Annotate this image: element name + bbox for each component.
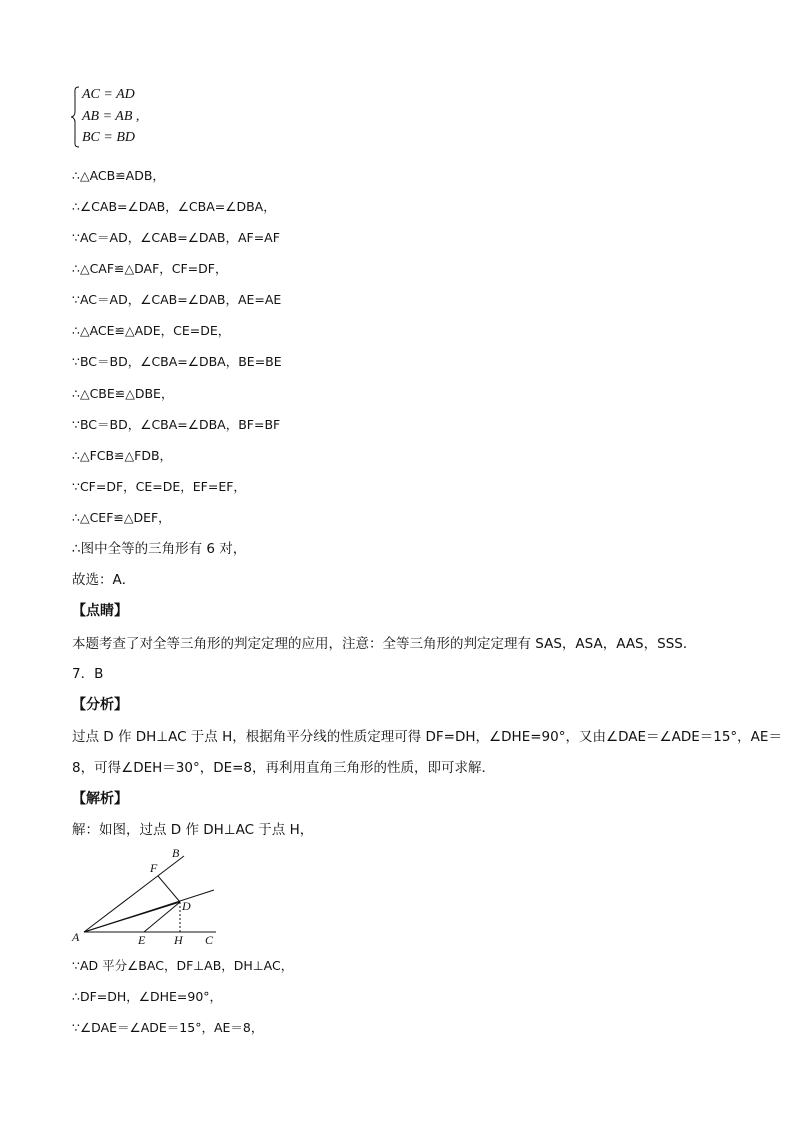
proof-line-9: ∵BC＝BD，∠CBA=∠DBA，BF=BF (72, 417, 281, 432)
label-a: A (72, 930, 80, 944)
analysis-line-2: 8，可得∠DEH＝30°，DE=8，再利用直角三角形的性质，即可求解． (72, 760, 496, 776)
section-tag-dianjing: 【点睛】 (72, 603, 128, 619)
label-h: H (174, 933, 183, 946)
proof-line-3: ∵AC＝AD，∠CAB=∠DAB，AF=AF (72, 230, 280, 245)
question-7-answer: 7．B (72, 666, 104, 682)
label-e: E (138, 933, 146, 946)
system-line-3: BC = BD (82, 130, 135, 145)
system-line-2: AB = AB , (82, 109, 140, 124)
label-d: D (182, 899, 191, 913)
conclusion-line: ∴图中全等的三角形有 6 对， (72, 541, 247, 557)
proof-line-12: ∴△CEF≌△DEF， (72, 510, 171, 525)
proof-line-7: ∵BC＝BD，∠CBA=∠DBA，BE=BE (72, 354, 282, 369)
proof-line-10: ∴△FCB≌△FDB， (72, 448, 173, 463)
answer-line: 故选：A． (72, 572, 136, 588)
section-tag-jiexi: 【解析】 (72, 791, 128, 807)
geometry-figure (70, 846, 230, 946)
solution-line-2: ∵AD 平分∠BAC，DF⊥AB，DH⊥AC， (72, 958, 294, 973)
comment-line: 本题考查了对全等三角形的判定定理的应用，注意：全等三角形的判定定理有 SAS，ASA，AAS，SSS． (72, 636, 697, 652)
proof-line-5: ∵AC＝AD，∠CAB=∠DAB，AE=AE (72, 292, 282, 307)
solution-line-4: ∵∠DAE＝∠ADE＝15°，AE＝8， (72, 1020, 264, 1035)
proof-line-6: ∴△ACE≌△ADE，CE=DE， (72, 323, 231, 338)
proof-line-4: ∴△CAF≌△DAF，CF=DF， (72, 261, 228, 276)
proof-line-2: ∴∠CAB=∠DAB，∠CBA=∠DBA， (72, 199, 276, 214)
analysis-line-1: 过点 D 作 DH⊥AC 于点 H，根据角平分线的性质定理可得 DF=DH，∠DHE=90°，又由∠DAE＝∠ADE＝15°，AE＝ (72, 729, 782, 745)
proof-line-8: ∴△CBE≌△DBE， (72, 386, 174, 401)
proof-line-1: ∴△ACB≌ADB， (72, 168, 165, 183)
label-f: F (150, 861, 158, 875)
solution-line-1: 解：如图，过点 D 作 DH⊥AC 于点 H， (72, 822, 314, 838)
section-tag-fenxi: 【分析】 (72, 697, 128, 713)
system-line-1: AC = AD (82, 87, 135, 102)
proof-line-11: ∵CF=DF，CE=DE，EF=EF， (72, 479, 246, 494)
equation-brace (70, 86, 80, 148)
label-b: B (172, 846, 180, 860)
label-c: C (205, 933, 214, 946)
solution-line-3: ∴DF=DH，∠DHE=90°， (72, 989, 223, 1004)
